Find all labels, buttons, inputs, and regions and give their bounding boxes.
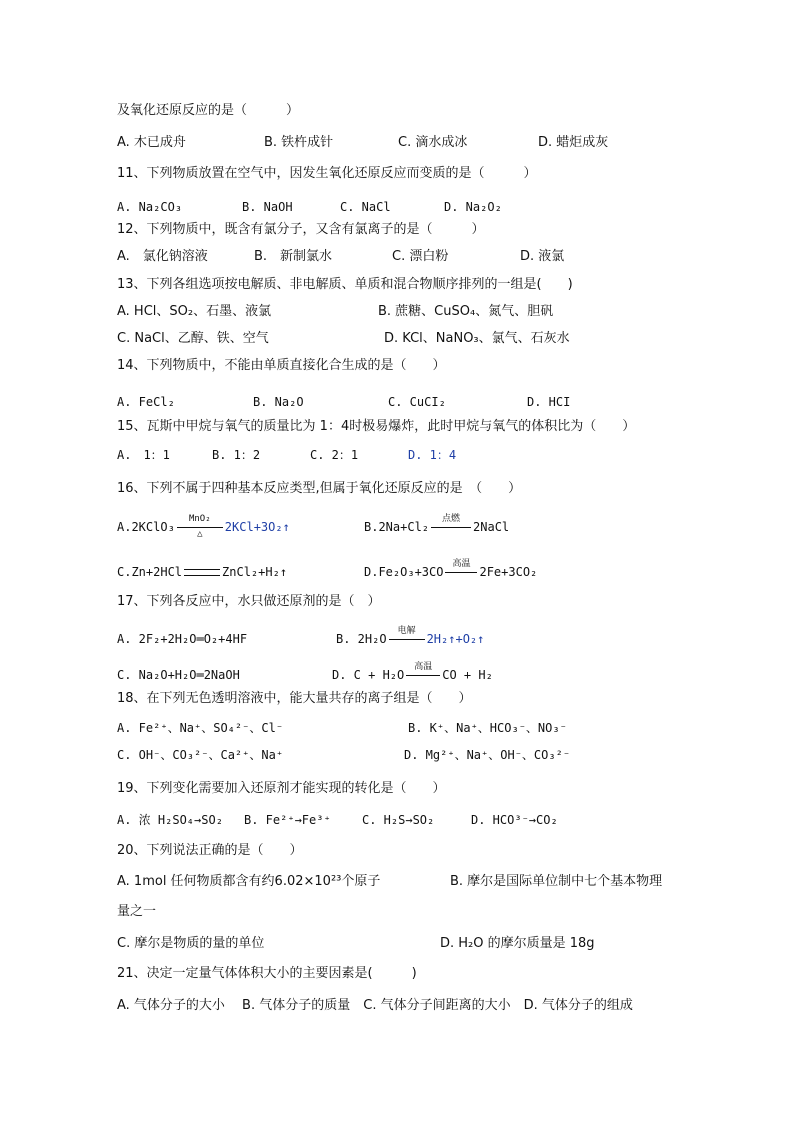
- q11-option-c: C. NaCl: [340, 200, 391, 214]
- catalyst-label: MnO₂: [188, 513, 211, 524]
- q16-option-c: [117, 564, 287, 580]
- equals-sign: [184, 569, 220, 576]
- q15-option-b: B. 1：2: [212, 448, 261, 462]
- q11-option-a: A. Na₂CO₃: [117, 200, 183, 214]
- q15-option-d: D. 1：4: [408, 448, 457, 462]
- q11-option-b: B. NaOH: [242, 200, 293, 214]
- q20-option-c: C. 摩尔是物质的量的单位: [117, 936, 265, 951]
- q10-option-a: A. 木已成舟: [117, 135, 186, 150]
- q18-option-a: A. Fe²⁺、Na⁺、SO₄²⁻、Cl⁻: [117, 721, 284, 735]
- q19-option-b: B. Fe²⁺→Fe³⁺: [244, 813, 331, 827]
- q14-option-a: A. FeCl₂: [117, 395, 175, 409]
- q20-option-d: D. H₂O 的摩尔质量是 18g: [440, 936, 595, 951]
- q13-option-d: D. KCl、NaNO₃、氯气、石灰水: [384, 331, 570, 346]
- q16-option-d: [364, 558, 538, 581]
- q16-option-b: [364, 513, 510, 536]
- high-temp-label: 高温: [414, 661, 433, 672]
- q13-option-a: A. HCl、SO₂、石墨、液氯: [117, 304, 272, 319]
- q12-option-a: A. 氯化钠溶液: [117, 249, 208, 264]
- q19-option-c: C. H₂S→SO₂: [362, 813, 435, 827]
- q16a-product: 2KCl+3O₂↑: [224, 520, 290, 534]
- q14-option-b: B. Na₂O: [253, 395, 304, 409]
- q17-option-d: [332, 661, 493, 684]
- q16b-reactant: B.2Na+Cl₂: [364, 520, 430, 534]
- q16c-product: ZnCl₂+H₂↑: [222, 565, 288, 579]
- q17d-product: CO + H₂: [442, 668, 493, 682]
- q12-option-b: B. 新制氯水: [254, 249, 333, 264]
- heat-label: △: [197, 528, 203, 539]
- question-14-stem: 14、下列物质中，不能由单质直接化合生成的是（ ）: [117, 358, 446, 373]
- question-12-stem: 12、下列物质中，既含有氯分子，又含有氯离子的是（ ）: [117, 222, 485, 237]
- question-21-stem: 21、决定一定量气体体积大小的主要因素是( ): [117, 966, 417, 981]
- q18-option-d: D. Mg²⁺、Na⁺、OH⁻、CO₃²⁻: [404, 748, 571, 762]
- q16d-reactant: D.Fe₂O₃+3CO: [364, 565, 444, 579]
- q18-option-b: B. K⁺、Na⁺、HCO₃⁻、NO₃⁻: [408, 721, 567, 735]
- question-15-stem: 15、瓦斯中甲烷与氧气的质量比为 1：4时极易爆炸，此时甲烷与氧气的体积比为（ ）: [117, 419, 636, 434]
- q15-option-a: A. 1：1: [117, 448, 170, 462]
- electrolysis-label: 电解: [397, 625, 416, 636]
- question-11-stem: 11、下列物质放置在空气中，因发生氧化还原反应而变质的是（ ）: [117, 166, 537, 181]
- q19-option-a: A. 浓 H₂SO₄→SO₂: [117, 813, 223, 827]
- q19-option-d: D. HCO³⁻→CO₂: [471, 813, 558, 827]
- q20-option-b-continued: 量之一: [117, 904, 157, 919]
- question-18-stem: 18、在下列无色透明溶液中，能大量共存的离子组是（ ）: [117, 691, 472, 706]
- question-10-stem-end: 及氧化还原反应的是（ ）: [117, 103, 300, 118]
- q16a-condition-arrow: [177, 513, 223, 539]
- q13-option-b: B. 蔗糖、CuSO₄、氮气、胆矾: [378, 304, 554, 319]
- ignite-label: 点燃: [442, 513, 461, 524]
- q20-option-a: A. 1mol 任何物质都含有约6.02×10²³个原子: [117, 874, 381, 889]
- q16a-reactant: A.2KClO₃: [117, 520, 175, 534]
- q17b-condition-arrow: [389, 625, 425, 648]
- question-20-stem: 20、下列说法正确的是（ ）: [117, 843, 303, 858]
- q14-option-d: D. HCI: [527, 395, 571, 409]
- q21-options: A. 气体分子的大小 B. 气体分子的质量 C. 气体分子间距离的大小 D. 气体分子的组成: [117, 998, 633, 1013]
- q14-option-c: C. CuCI₂: [388, 395, 446, 409]
- q16d-condition-arrow: [445, 558, 477, 581]
- q12-option-c: C. 漂白粉: [392, 249, 449, 264]
- q15-option-c: C. 2：1: [310, 448, 359, 462]
- question-16-stem: 16、下列不属于四种基本反应类型,但属于氧化还原反应的是 （ ）: [117, 481, 522, 496]
- question-19-stem: 19、下列变化需要加入还原剂才能实现的转化是（ ）: [117, 781, 446, 796]
- q16b-product: 2NaCl: [473, 520, 510, 534]
- q16-option-a: [117, 513, 290, 539]
- q17d-reactant: D. C + H₂O: [332, 668, 405, 682]
- q10-option-b: B. 铁杵成针: [264, 135, 334, 150]
- q20-option-b: B. 摩尔是国际单位制中七个基本物理: [450, 874, 663, 889]
- q16c-reactant: C.Zn+2HCl: [117, 565, 183, 579]
- q18-option-c: C. OH⁻、CO₃²⁻、Ca²⁺、Na⁺: [117, 748, 284, 762]
- question-17-stem: 17、下列各反应中，水只做还原剂的是（ ）: [117, 594, 381, 609]
- q10-option-c: C. 滴水成冰: [398, 135, 468, 150]
- q17-option-c: C. Na₂O+H₂O═2NaOH: [117, 668, 240, 682]
- q16d-product: 2Fe+3CO₂: [479, 565, 538, 579]
- q16b-condition-arrow: [431, 513, 471, 536]
- q10-option-d: D. 蜡炬成灰: [538, 135, 609, 150]
- q13-option-c: C. NaCl、乙醇、铁、空气: [117, 331, 269, 346]
- q17d-condition-arrow: [406, 661, 440, 684]
- q11-option-d: D. Na₂O₂: [444, 200, 502, 214]
- q12-option-d: D. 液氯: [520, 249, 565, 264]
- question-13-stem: 13、下列各组选项按电解质、非电解质、单质和混合物顺序排列的一组是( ): [117, 277, 573, 292]
- high-temp-label: 高温: [452, 558, 471, 569]
- q17-option-b: [336, 625, 485, 648]
- q17b-reactant: B. 2H₂O: [336, 632, 387, 646]
- q17b-product: 2H₂↑+O₂↑: [426, 632, 485, 646]
- q17-option-a: A. 2F₂+2H₂O═O₂+4HF: [117, 632, 248, 646]
